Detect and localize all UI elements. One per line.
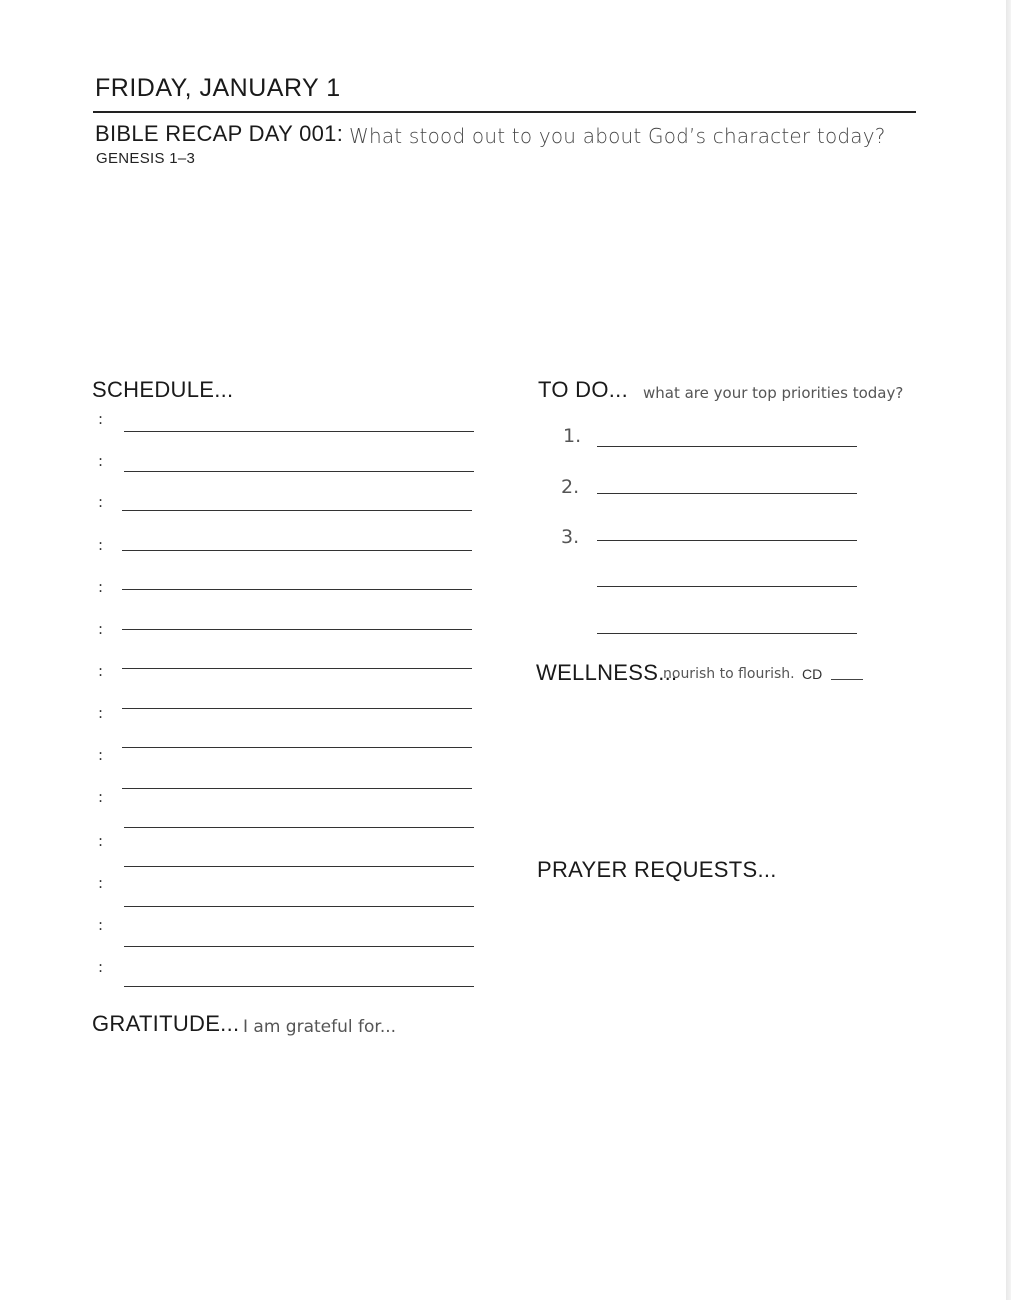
todo-number-1: 1. [563,425,582,447]
schedule-time-marker: : [98,916,104,934]
bible-recap-question: What stood out to you about God’s character today? [349,124,886,148]
schedule-time-marker: : [98,704,104,722]
schedule-time-marker: : [98,746,104,764]
schedule-time-marker: : [98,874,104,892]
schedule-heading: SCHEDULE... [92,377,234,402]
todo-number-2: 2. [561,476,580,498]
todo-line-2[interactable] [597,493,857,494]
schedule-time-marker: : [98,410,104,428]
schedule-line [122,629,472,630]
schedule-line [124,827,474,828]
schedule-line [124,471,474,472]
gratitude-subtitle: I am grateful for... [243,1017,397,1037]
schedule-time-marker: : [98,493,104,511]
schedule-line [124,431,474,432]
todo-number-3: 3. [561,526,580,548]
schedule-line [122,668,472,669]
schedule-line [124,906,474,907]
schedule-line [122,550,472,551]
cd-label: CD [802,666,823,682]
bible-recap-reading: GENESIS 1–3 [96,150,196,167]
page-edge-shadow [1006,0,1011,1300]
schedule-line [122,708,472,709]
bible-recap-label: BIBLE RECAP DAY 001: [95,121,344,146]
todo-line-5[interactable] [597,633,857,634]
todo-subtitle: what are your top priorities today? [643,384,904,402]
schedule-time-marker: : [98,832,104,850]
schedule-time-marker: : [98,788,104,806]
schedule-time-marker: : [98,958,104,976]
todo-line-3[interactable] [597,540,857,541]
schedule-line [124,946,474,947]
wellness-heading: WELLNESS... [536,660,678,685]
schedule-time-marker: : [98,452,104,470]
schedule-line [122,510,472,511]
wellness-subtitle: nourish to flourish. [663,666,795,682]
schedule-time-marker: : [98,578,104,596]
todo-line-4[interactable] [597,586,857,587]
schedule-time-marker: : [98,662,104,680]
cd-line[interactable] [831,679,863,680]
todo-line-1[interactable] [597,446,857,447]
schedule-line [122,788,472,789]
schedule-line [122,747,472,748]
schedule-line [124,986,474,987]
todo-heading: TO DO... [538,377,629,402]
prayer-requests-heading: PRAYER REQUESTS... [537,857,777,882]
page-title: FRIDAY, JANUARY 1 [95,74,341,102]
schedule-line [124,866,474,867]
schedule-time-marker: : [98,620,104,638]
schedule-time-marker: : [98,536,104,554]
schedule-line [122,589,472,590]
gratitude-heading: GRATITUDE... [92,1011,240,1036]
title-divider [93,111,916,113]
